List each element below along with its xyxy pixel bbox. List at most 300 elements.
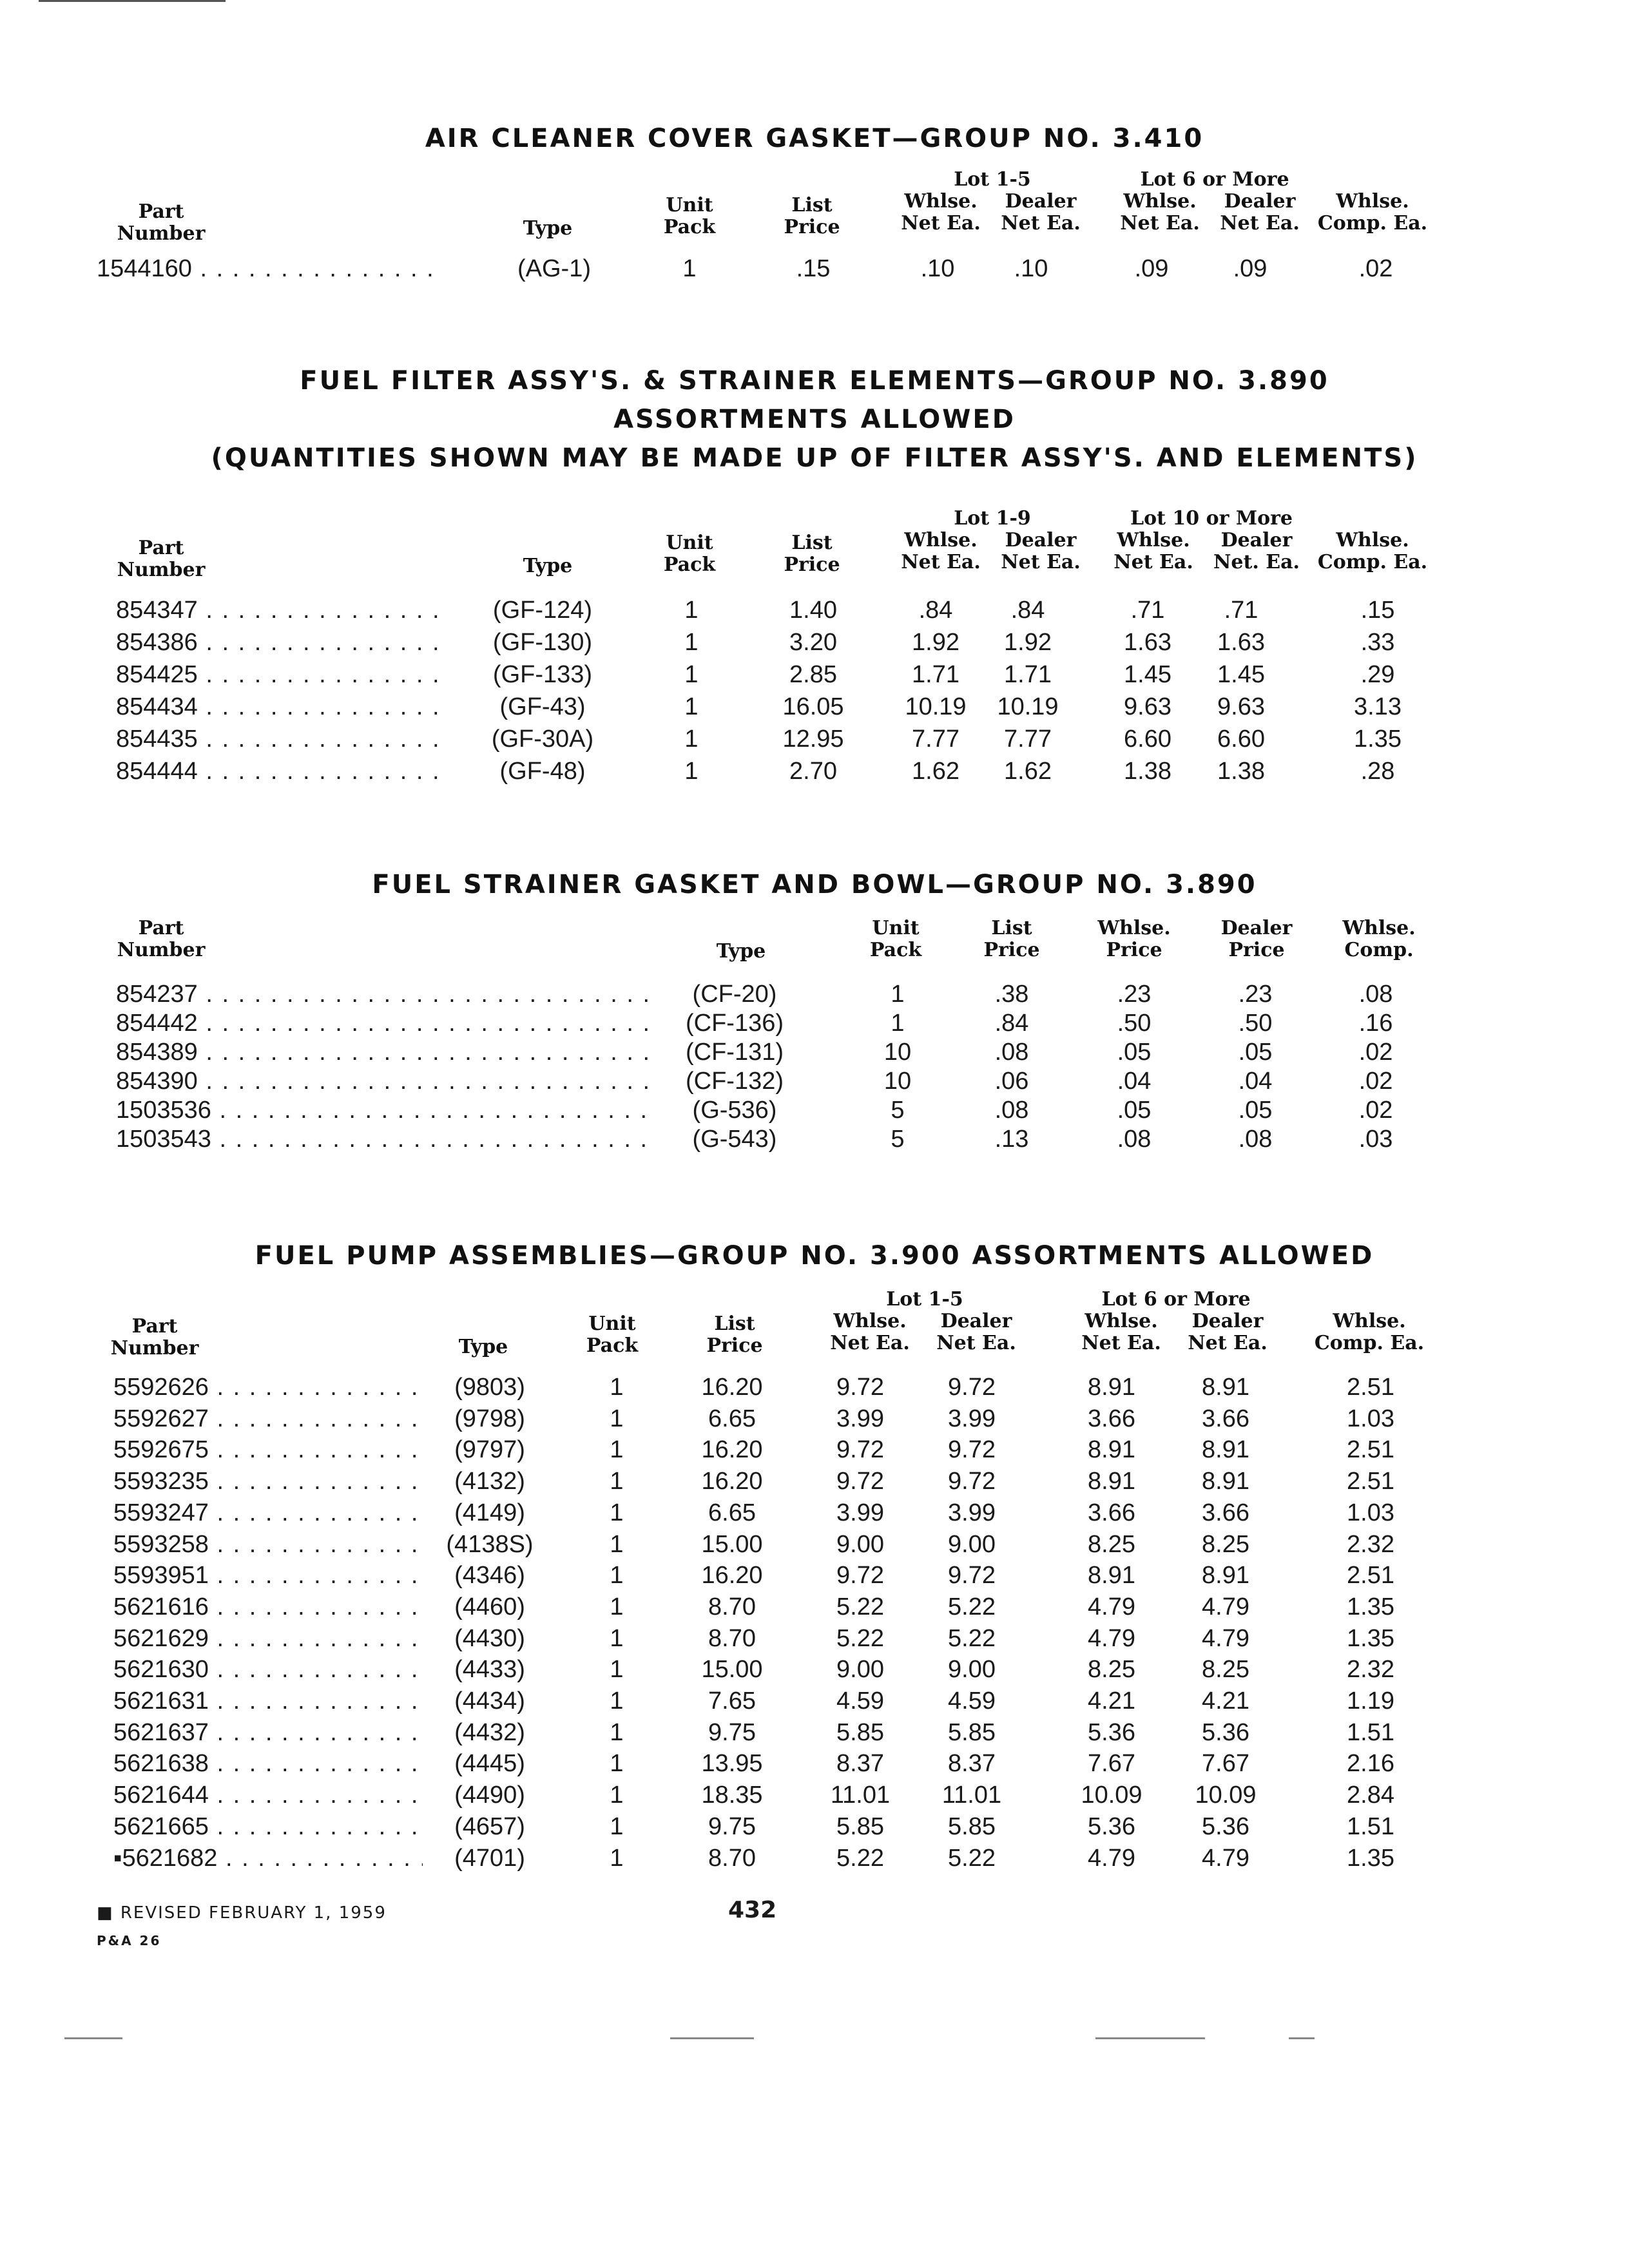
whlse-comp: .15 <box>1360 597 1395 624</box>
scan-artifact <box>1095 2037 1205 2039</box>
dealer-net-b: 7.67 <box>1202 1750 1249 1778</box>
whlse-comp: 1.51 <box>1347 1812 1394 1840</box>
publication-mark: P&A 26 <box>97 1933 162 1948</box>
type: (4433) <box>454 1656 525 1684</box>
unit-pack: 1 <box>610 1718 624 1746</box>
type: (4149) <box>454 1499 525 1526</box>
list-price: 12.95 <box>782 726 844 753</box>
unit-pack: 10 <box>883 1068 912 1095</box>
dealer-net-a: 11.01 <box>941 1782 1002 1809</box>
whlse-net-a: 5.22 <box>836 1624 884 1652</box>
whlse-net-b: 1.63 <box>1124 629 1171 656</box>
dealer-net-b: 4.79 <box>1202 1593 1249 1620</box>
unit-pack: 1 <box>610 1812 624 1840</box>
dealer-net-a: 9.00 <box>948 1530 996 1558</box>
whlse-net-b: 6.60 <box>1124 726 1171 753</box>
header-list-price: List Price <box>784 194 840 238</box>
unit-pack: 1 <box>684 758 699 785</box>
whlse-comp: .02 <box>1358 255 1393 282</box>
unit-pack: 1 <box>891 981 905 1008</box>
header-lot-large: Lot 6 or More <box>1140 168 1289 191</box>
part-number: 854237 . . . <box>116 978 654 1010</box>
header-type: Type <box>523 217 573 240</box>
type: (GF-30A) <box>491 726 594 753</box>
whlse-net-a: 4.59 <box>836 1687 884 1715</box>
whlse-net-b: 9.63 <box>1124 693 1171 720</box>
table-row <box>0 1007 1629 1039</box>
section-title-air-cleaner: AIR CLEANER COVER GASKET—GROUP NO. 3.410 <box>425 124 1204 153</box>
list-price: 9.75 <box>708 1812 756 1840</box>
table-row <box>0 1622 1629 1655</box>
part-number: 5593235 . . . <box>113 1465 423 1497</box>
whlse-net-a: .84 <box>918 597 953 624</box>
table-row <box>0 1403 1629 1435</box>
scan-artifact <box>670 2037 754 2039</box>
type: (CF-20) <box>692 981 777 1008</box>
scan-artifact <box>64 2037 122 2039</box>
whlse-comp: .29 <box>1360 661 1395 688</box>
part-number: 854444 . . . <box>116 755 441 787</box>
header-whlse-comp: Whlse. Comp. Ea. <box>1317 190 1428 235</box>
part-number: 5621644 . . . <box>113 1779 423 1811</box>
list-price: 15.00 <box>701 1656 763 1684</box>
whlse-comp: 1.03 <box>1347 1499 1394 1526</box>
type: (G-543) <box>692 1126 777 1153</box>
dealer-net-b: 1.45 <box>1217 661 1265 688</box>
type: (9797) <box>454 1436 525 1464</box>
table-row <box>0 1559 1629 1591</box>
whlse-net-a: 9.72 <box>836 1374 884 1401</box>
header-list-price: List Price <box>784 532 840 576</box>
whlse-net-b: 3.66 <box>1088 1499 1135 1526</box>
header-unit-pack: Unit Pack <box>586 1312 639 1357</box>
part-number: 5621638 . . . <box>113 1747 423 1780</box>
table-row <box>0 1497 1629 1529</box>
table-row <box>0 978 1629 1010</box>
part-number: 1503543 . . . <box>116 1123 654 1155</box>
header-whlse-net-b: Whlse. Net Ea. <box>1120 190 1200 235</box>
header-list-price: List Price <box>706 1312 763 1357</box>
header-dealer-net-b: Dealer Net Ea. <box>1188 1310 1268 1354</box>
dealer-net-a: .10 <box>1014 255 1048 282</box>
unit-pack: 1 <box>684 726 699 753</box>
unit-pack: 1 <box>610 1656 624 1684</box>
whlse-comp: .02 <box>1358 1039 1393 1066</box>
whlse-comp: 3.13 <box>1354 693 1402 720</box>
header-lot-small: Lot 1-5 <box>954 168 1031 191</box>
part-number: 854442 . . . <box>116 1007 654 1039</box>
unit-pack: 1 <box>684 597 699 624</box>
section-subtitle-quantities: (QUANTITIES SHOWN MAY BE MADE UP OF FILTER ASSY'S. AND ELEMENTS) <box>211 443 1418 473</box>
list-price: .08 <box>994 1097 1029 1124</box>
table-row <box>0 626 1629 658</box>
whlse-comp: .02 <box>1358 1097 1393 1124</box>
list-price: 13.95 <box>701 1750 763 1778</box>
table-row <box>0 1528 1629 1561</box>
whlse-comp: .03 <box>1358 1126 1393 1153</box>
whlse-comp: .16 <box>1358 1010 1393 1037</box>
unit-pack: 1 <box>610 1844 624 1872</box>
unit-pack: 1 <box>610 1530 624 1558</box>
type: (4657) <box>454 1812 525 1840</box>
table-row <box>0 1591 1629 1623</box>
whlse-price: .08 <box>1117 1126 1152 1153</box>
table-row <box>0 594 1629 626</box>
unit-pack: 1 <box>684 693 699 720</box>
dealer-net-b: 8.91 <box>1202 1468 1249 1495</box>
header-part-number: Part Number <box>117 537 206 581</box>
part-number: 5593247 . . . <box>113 1497 423 1529</box>
whlse-net-a: 1.62 <box>912 758 959 785</box>
whlse-comp: 1.03 <box>1347 1405 1394 1432</box>
dealer-net-a: 9.72 <box>948 1374 996 1401</box>
whlse-net-b: .71 <box>1130 597 1165 624</box>
dealer-net-b: 5.36 <box>1202 1812 1249 1840</box>
unit-pack: 1 <box>684 661 699 688</box>
part-number: ▪5621682 . . . <box>113 1842 423 1874</box>
whlse-net-a: 5.85 <box>836 1718 884 1746</box>
unit-pack: 1 <box>610 1468 624 1495</box>
dealer-price: .04 <box>1238 1068 1273 1095</box>
revised-note: ■ REVISED FEBRUARY 1, 1959 <box>97 1903 387 1923</box>
type: (GF-130) <box>492 629 593 656</box>
table-row <box>0 1747 1629 1780</box>
whlse-comp: 2.51 <box>1347 1468 1394 1495</box>
whlse-comp: 2.32 <box>1347 1656 1394 1684</box>
header-whlse-net-a: Whlse. Net Ea. <box>830 1310 910 1354</box>
dealer-net-a: 1.92 <box>1004 629 1052 656</box>
unit-pack: 5 <box>891 1097 905 1124</box>
header-lot-large: Lot 10 or More <box>1130 507 1293 530</box>
whlse-net-a: 8.37 <box>836 1750 884 1778</box>
dealer-net-b: 10.09 <box>1195 1782 1257 1809</box>
type: (4430) <box>454 1624 525 1652</box>
part-number: 5592626 . . . <box>113 1371 423 1403</box>
type: (GF-133) <box>492 661 593 688</box>
list-price: 16.20 <box>701 1374 763 1401</box>
dealer-net-a: 3.99 <box>948 1499 996 1526</box>
unit-pack: 1 <box>891 1010 905 1037</box>
list-price: 16.05 <box>782 693 844 720</box>
table-row <box>0 723 1629 755</box>
dealer-net-b: 8.25 <box>1202 1530 1249 1558</box>
whlse-price: .05 <box>1117 1097 1152 1124</box>
whlse-net-a: 5.85 <box>836 1812 884 1840</box>
part-number: 5593951 . . . <box>113 1559 423 1591</box>
unit-pack: 1 <box>610 1593 624 1620</box>
part-number: 5621665 . . . <box>113 1811 423 1843</box>
unit-pack: 1 <box>682 255 697 282</box>
table-row <box>0 755 1629 787</box>
whlse-price: .50 <box>1117 1010 1152 1037</box>
whlse-net-a: 9.00 <box>836 1530 884 1558</box>
type: (AG-1) <box>517 255 591 282</box>
dealer-net-b: 9.63 <box>1217 693 1265 720</box>
type: (4701) <box>454 1844 525 1872</box>
whlse-comp: 1.35 <box>1347 1624 1394 1652</box>
part-number: 5621616 . . . <box>113 1591 423 1623</box>
whlse-net-a: 9.72 <box>836 1436 884 1464</box>
scan-artifact <box>1289 2037 1315 2039</box>
header-type: Type <box>716 940 766 963</box>
dealer-net-b: 3.66 <box>1202 1499 1249 1526</box>
whlse-net-b: 4.79 <box>1088 1624 1135 1652</box>
table-row <box>0 1465 1629 1497</box>
dealer-net-a: 5.22 <box>948 1844 996 1872</box>
part-number: 5593258 . . . <box>113 1528 423 1561</box>
dealer-price: .08 <box>1238 1126 1273 1153</box>
whlse-comp: 2.51 <box>1347 1562 1394 1590</box>
type: (G-536) <box>692 1097 777 1124</box>
whlse-net-b: 3.66 <box>1088 1405 1135 1432</box>
whlse-net-b: 4.21 <box>1088 1687 1135 1715</box>
dealer-net-a: 7.77 <box>1004 726 1052 753</box>
header-part-number: Part Number <box>117 917 206 961</box>
dealer-net-b: 1.38 <box>1217 758 1265 785</box>
whlse-net-b: 8.91 <box>1088 1562 1135 1590</box>
whlse-net-b: 5.36 <box>1088 1718 1135 1746</box>
whlse-comp: 1.19 <box>1347 1687 1394 1715</box>
dealer-net-a: 8.37 <box>948 1750 996 1778</box>
unit-pack: 1 <box>610 1374 624 1401</box>
unit-pack: 1 <box>610 1624 624 1652</box>
list-price: .08 <box>994 1039 1029 1066</box>
table-row <box>0 691 1629 723</box>
list-price: 1.40 <box>789 597 837 624</box>
table-row <box>0 1779 1629 1811</box>
dealer-net-a: 3.99 <box>948 1405 996 1432</box>
list-price: 16.20 <box>701 1436 763 1464</box>
whlse-net-b: 4.79 <box>1088 1844 1135 1872</box>
list-price: 2.70 <box>789 758 837 785</box>
list-price: 6.65 <box>708 1499 756 1526</box>
table-row <box>0 1036 1629 1068</box>
list-price: 16.20 <box>701 1468 763 1495</box>
whlse-comp: 1.35 <box>1347 1844 1394 1872</box>
unit-pack: 1 <box>610 1687 624 1715</box>
table-row <box>0 1123 1629 1155</box>
whlse-net-a: 9.00 <box>836 1656 884 1684</box>
table-row <box>0 1685 1629 1717</box>
whlse-net-b: 8.25 <box>1088 1656 1135 1684</box>
whlse-net-a: 5.22 <box>836 1844 884 1872</box>
list-price: 9.75 <box>708 1718 756 1746</box>
whlse-net-b: 4.79 <box>1088 1593 1135 1620</box>
part-number: 854347 . . . <box>116 594 441 626</box>
dealer-net-a: 5.22 <box>948 1593 996 1620</box>
header-part-number: Part Number <box>110 1315 199 1360</box>
header-type: Type <box>523 555 573 577</box>
dealer-price: .05 <box>1238 1097 1273 1124</box>
dealer-net-a: 9.72 <box>948 1468 996 1495</box>
header-dealer-net-a: Dealer Net Ea. <box>936 1310 1016 1354</box>
unit-pack: 1 <box>610 1499 624 1526</box>
whlse-comp: 2.51 <box>1347 1436 1394 1464</box>
unit-pack: 1 <box>610 1782 624 1809</box>
dealer-price: .23 <box>1238 981 1273 1008</box>
table-row <box>0 253 1629 285</box>
header-dealer-net-a: Dealer Net Ea. <box>1001 190 1081 235</box>
table-row <box>0 1434 1629 1466</box>
header-dealer-price: Dealer Price <box>1220 917 1293 961</box>
dealer-net-a: 9.72 <box>948 1562 996 1590</box>
section-title-fuel-strainer: FUEL STRAINER GASKET AND BOWL—GROUP NO. 3.890 <box>372 870 1257 899</box>
list-price: 16.20 <box>701 1562 763 1590</box>
section-subtitle-assortments: ASSORTMENTS ALLOWED <box>613 405 1016 434</box>
section-title-fuel-filter: FUEL FILTER ASSY'S. & STRAINER ELEMENTS—GROUP NO. 3.890 <box>300 366 1329 396</box>
header-whlse-net-a: Whlse. Net Ea. <box>901 190 981 235</box>
header-list-price: List Price <box>983 917 1040 961</box>
whlse-net-a: 5.22 <box>836 1593 884 1620</box>
table-row <box>0 1842 1629 1874</box>
part-number: 5621631 . . . <box>113 1685 423 1717</box>
list-price: .84 <box>994 1010 1029 1037</box>
list-price: 3.20 <box>789 629 837 656</box>
whlse-net-b: 8.25 <box>1088 1530 1135 1558</box>
dealer-net-a: 5.85 <box>948 1718 996 1746</box>
part-number: 854390 . . . <box>116 1065 654 1097</box>
part-number: 854435 . . . <box>116 723 441 755</box>
whlse-comp: 1.35 <box>1347 1593 1394 1620</box>
header-type: Type <box>458 1336 508 1358</box>
table-row <box>0 1716 1629 1749</box>
page-number: 432 <box>728 1897 777 1923</box>
dealer-net-a: 9.00 <box>948 1656 996 1684</box>
whlse-comp: .02 <box>1358 1068 1393 1095</box>
header-lot-large: Lot 6 or More <box>1101 1288 1251 1311</box>
dealer-net-b: 8.91 <box>1202 1436 1249 1464</box>
dealer-price: .50 <box>1238 1010 1273 1037</box>
type: (4132) <box>454 1468 525 1495</box>
type: (GF-43) <box>499 693 586 720</box>
dealer-net-a: 9.72 <box>948 1436 996 1464</box>
whlse-comp: 2.84 <box>1347 1782 1394 1809</box>
list-price: 15.00 <box>701 1530 763 1558</box>
table-row <box>0 1811 1629 1843</box>
whlse-net-b: 8.91 <box>1088 1436 1135 1464</box>
part-number: 854425 . . . <box>116 658 441 691</box>
part-number: 5592627 . . . <box>113 1403 423 1435</box>
dealer-net-a: 5.85 <box>948 1812 996 1840</box>
type: (GF-48) <box>499 758 586 785</box>
list-price: 8.70 <box>708 1844 756 1872</box>
part-number: 854389 . . . <box>116 1036 654 1068</box>
list-price: .15 <box>796 255 831 282</box>
unit-pack: 1 <box>610 1405 624 1432</box>
whlse-net-a: 3.99 <box>836 1499 884 1526</box>
dealer-net-a: 1.71 <box>1004 661 1052 688</box>
header-lot-small: Lot 1-9 <box>954 507 1031 530</box>
dealer-net-b: .71 <box>1224 597 1258 624</box>
top-rule <box>39 0 226 2</box>
header-whlse-price: Whlse. Price <box>1097 917 1171 961</box>
dealer-net-a: .84 <box>1010 597 1045 624</box>
dealer-net-b: 1.63 <box>1217 629 1265 656</box>
whlse-net-b: 7.67 <box>1088 1750 1135 1778</box>
header-dealer-net-b: Dealer Net Ea. <box>1220 190 1300 235</box>
part-number: 854434 . . . <box>116 691 441 723</box>
dealer-net-b: 5.36 <box>1202 1718 1249 1746</box>
dealer-net-b: 8.91 <box>1202 1562 1249 1590</box>
dealer-net-a: 1.62 <box>1004 758 1052 785</box>
whlse-net-a: .10 <box>920 255 955 282</box>
section-title-fuel-pump: FUEL PUMP ASSEMBLIES—GROUP NO. 3.900 ASSORTMENTS ALLOWED <box>255 1241 1374 1271</box>
header-unit-pack: Unit Pack <box>663 532 716 576</box>
whlse-price: .04 <box>1117 1068 1152 1095</box>
list-price: 2.85 <box>789 661 837 688</box>
type: (CF-131) <box>685 1039 784 1066</box>
whlse-price: .23 <box>1117 981 1152 1008</box>
whlse-net-b: 10.09 <box>1081 1782 1142 1809</box>
whlse-net-a: 1.71 <box>912 661 959 688</box>
type: (9798) <box>454 1405 525 1432</box>
list-price: .38 <box>994 981 1029 1008</box>
whlse-net-b: .09 <box>1134 255 1169 282</box>
whlse-net-a: 11.01 <box>830 1782 891 1809</box>
whlse-net-b: 1.45 <box>1124 661 1171 688</box>
whlse-comp: .28 <box>1360 758 1395 785</box>
header-whlse-comp: Whlse. Comp. Ea. <box>1314 1310 1425 1354</box>
whlse-comp: 1.35 <box>1354 726 1402 753</box>
dealer-net-b: 6.60 <box>1217 726 1265 753</box>
list-price: .06 <box>994 1068 1029 1095</box>
dealer-net-b: .09 <box>1233 255 1268 282</box>
table-row <box>0 1065 1629 1097</box>
whlse-net-b: 8.91 <box>1088 1468 1135 1495</box>
dealer-net-b: 4.79 <box>1202 1844 1249 1872</box>
type: (4434) <box>454 1687 525 1715</box>
whlse-net-a: 10.19 <box>905 693 967 720</box>
dealer-net-b: 8.91 <box>1202 1374 1249 1401</box>
dealer-price: .05 <box>1238 1039 1273 1066</box>
part-number: 5621637 . . . <box>113 1716 423 1749</box>
dealer-net-b: 3.66 <box>1202 1405 1249 1432</box>
unit-pack: 1 <box>610 1750 624 1778</box>
whlse-comp: 2.51 <box>1347 1374 1394 1401</box>
whlse-comp: .08 <box>1358 981 1393 1008</box>
header-whlse-comp: Whlse. Comp. <box>1342 917 1416 961</box>
type: (4445) <box>454 1750 525 1778</box>
table-row <box>0 1653 1629 1686</box>
unit-pack: 1 <box>684 629 699 656</box>
header-dealer-net-a: Dealer Net Ea. <box>1001 529 1081 573</box>
type: (GF-124) <box>492 597 593 624</box>
header-whlse-net-a: Whlse. Net Ea. <box>901 529 981 573</box>
unit-pack: 1 <box>610 1436 624 1464</box>
header-unit-pack: Unit Pack <box>663 194 716 238</box>
part-number: 5592675 . . . <box>113 1434 423 1466</box>
unit-pack: 5 <box>891 1126 905 1153</box>
whlse-comp: 2.16 <box>1347 1750 1394 1778</box>
type: (4490) <box>454 1782 525 1809</box>
table-row <box>0 1094 1629 1126</box>
type: (4460) <box>454 1593 525 1620</box>
part-number: 5621630 . . . <box>113 1653 423 1686</box>
dealer-net-b: 4.21 <box>1202 1687 1249 1715</box>
dealer-net-a: 10.19 <box>997 693 1059 720</box>
table-row <box>0 658 1629 691</box>
whlse-net-a: 1.92 <box>912 629 959 656</box>
whlse-net-b: 1.38 <box>1124 758 1171 785</box>
whlse-net-a: 9.72 <box>836 1468 884 1495</box>
type: (4432) <box>454 1718 525 1746</box>
dealer-net-b: 4.79 <box>1202 1624 1249 1652</box>
whlse-net-b: 5.36 <box>1088 1812 1135 1840</box>
header-unit-pack: Unit Pack <box>869 917 922 961</box>
unit-pack: 10 <box>883 1039 912 1066</box>
whlse-net-a: 3.99 <box>836 1405 884 1432</box>
list-price: 6.65 <box>708 1405 756 1432</box>
